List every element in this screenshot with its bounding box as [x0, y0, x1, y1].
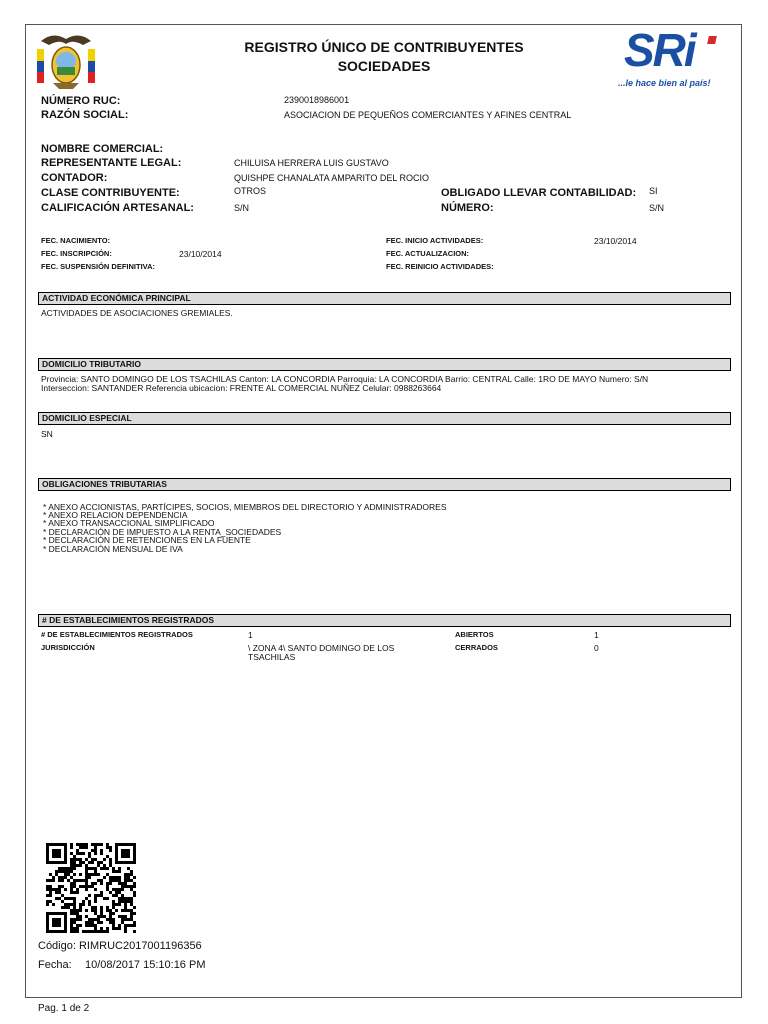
obligaciones-header: OBLIGACIONES TRIBUTARIAS	[38, 478, 731, 491]
fec-reinicio-label: FEC. REINICIO ACTIVIDADES:	[386, 262, 494, 271]
actividad-text: ACTIVIDADES DE ASOCIACIONES GREMIALES.	[41, 308, 233, 318]
domicilio-line-1: Provincia: SANTO DOMINGO DE LOS TSACHILAS Canton: LA CONCORDIA Parroquia: LA CONCORDIA Barrio: CENTRAL Calle: 1RO DE MAYO Numero: S/N	[41, 374, 649, 384]
domicilio-line-2: Interseccion: SANTANDER Referencia ubicacion: FRENTE AL COMERCIAL NUÑEZ Celular: 0988263664	[41, 383, 442, 393]
jurisdiccion-value-line-1: \ ZONA 4\ SANTO DOMINGO DE LOS	[248, 643, 395, 653]
domicilio-especial-text: SN	[41, 429, 53, 439]
fec-inicio-label: FEC. INICIO ACTIVIDADES:	[386, 236, 484, 245]
qr-code-icon	[46, 843, 138, 933]
establecimientos-registrados-label: # DE ESTABLECIMIENTOS REGISTRADOS	[41, 630, 193, 639]
ruc-label: NÚMERO RUC:	[41, 95, 121, 107]
cerrados-label: CERRADOS	[455, 643, 498, 652]
sri-tagline: ...le hace bien al país!	[618, 78, 711, 88]
document-title: REGISTRO ÚNICO DE CONTRIBUYENTES	[244, 39, 524, 55]
calificacion-value: S/N	[234, 203, 250, 213]
razon-social-label: RAZÓN SOCIAL:	[41, 109, 129, 121]
representante-label: REPRESENTANTE LEGAL:	[41, 157, 182, 169]
fec-nacimiento-label: FEC. NACIMIENTO:	[41, 236, 111, 245]
domicilio-especial-header: DOMICILIO ESPECIAL	[38, 412, 731, 425]
obligacion-item: * ANEXO RELACION DEPENDENCIA	[43, 510, 188, 520]
nombre-comercial-label: NOMBRE COMERCIAL:	[41, 143, 164, 155]
contador-label: CONTADOR:	[41, 172, 108, 184]
fec-inscripcion-label: FEC. INSCRIPCIÓN:	[41, 249, 112, 258]
obligado-label: OBLIGADO LLEVAR CONTABILIDAD:	[441, 187, 637, 199]
sri-logo	[618, 24, 724, 94]
page-number: Pag. 1 de 2	[38, 1003, 90, 1014]
calificacion-label: CALIFICACIÓN ARTESANAL:	[41, 202, 194, 214]
numero-value: S/N	[649, 203, 665, 213]
fec-inicio-value: 23/10/2014	[594, 236, 637, 246]
abiertos-value: 1	[594, 630, 599, 640]
jurisdiccion-label: JURISDICCIÓN	[41, 643, 95, 652]
fecha-label: Fecha:	[38, 959, 72, 971]
jurisdiccion-value-line-2: TSACHILAS	[248, 652, 296, 662]
clase-label: CLASE CONTRIBUYENTE:	[41, 187, 180, 199]
establecimientos-header: # DE ESTABLECIMIENTOS REGISTRADOS	[38, 614, 731, 627]
obligado-value: SI	[649, 186, 658, 196]
obligacion-item: * ANEXO TRANSACCIONAL SIMPLIFICADO	[43, 518, 215, 528]
actividad-header: ACTIVIDAD ECONÓMICA PRINCIPAL	[38, 292, 731, 305]
obligacion-item: * ANEXO ACCIONISTAS, PARTÍCIPES, SOCIOS, MIEMBROS DEL DIRECTORIO Y ADMINISTRADORES	[43, 502, 447, 512]
numero-label: NÚMERO:	[441, 202, 494, 214]
clase-value: OTROS	[234, 186, 267, 196]
sri-logo-text: SRi	[624, 24, 695, 76]
abiertos-label: ABIERTOS	[455, 630, 494, 639]
representante-value: CHILUISA HERRERA LUIS GUSTAVO	[234, 158, 389, 168]
establecimientos-registrados-value: 1	[248, 630, 253, 640]
ruc-value: 2390018986001	[284, 95, 350, 105]
document-subtitle: SOCIEDADES	[337, 58, 431, 74]
fec-suspension-label: FEC. SUSPENSIÓN DEFINITIVA:	[41, 262, 156, 271]
razon-social-value: ASOCIACION DE PEQUEÑOS COMERCIANTES Y AFINES CENTRAL	[284, 110, 572, 120]
domicilio-header: DOMICILIO TRIBUTARIO	[38, 358, 731, 371]
obligacion-item: * DECLARACIÓN MENSUAL DE IVA	[43, 544, 183, 554]
fecha-value: 10/08/2017 15:10:16 PM	[85, 959, 206, 971]
cerrados-value: 0	[594, 643, 599, 653]
obligacion-item: * DECLARACIÓN DE IMPUESTO A LA RENTA_SOCIEDADES	[43, 527, 282, 537]
obligacion-item: * DECLARACIÓN DE RETENCIONES EN LA FUENTE	[43, 535, 251, 545]
sri-dot-icon	[707, 36, 717, 44]
codigo-text: Código: RIMRUC2017001196356	[38, 940, 202, 952]
fec-actualizacion-label: FEC. ACTUALIZACION:	[386, 249, 470, 258]
contador-value: QUISHPE CHANALATA AMPARITO DEL ROCIO	[234, 173, 430, 183]
fec-inscripcion-value: 23/10/2014	[179, 249, 222, 259]
